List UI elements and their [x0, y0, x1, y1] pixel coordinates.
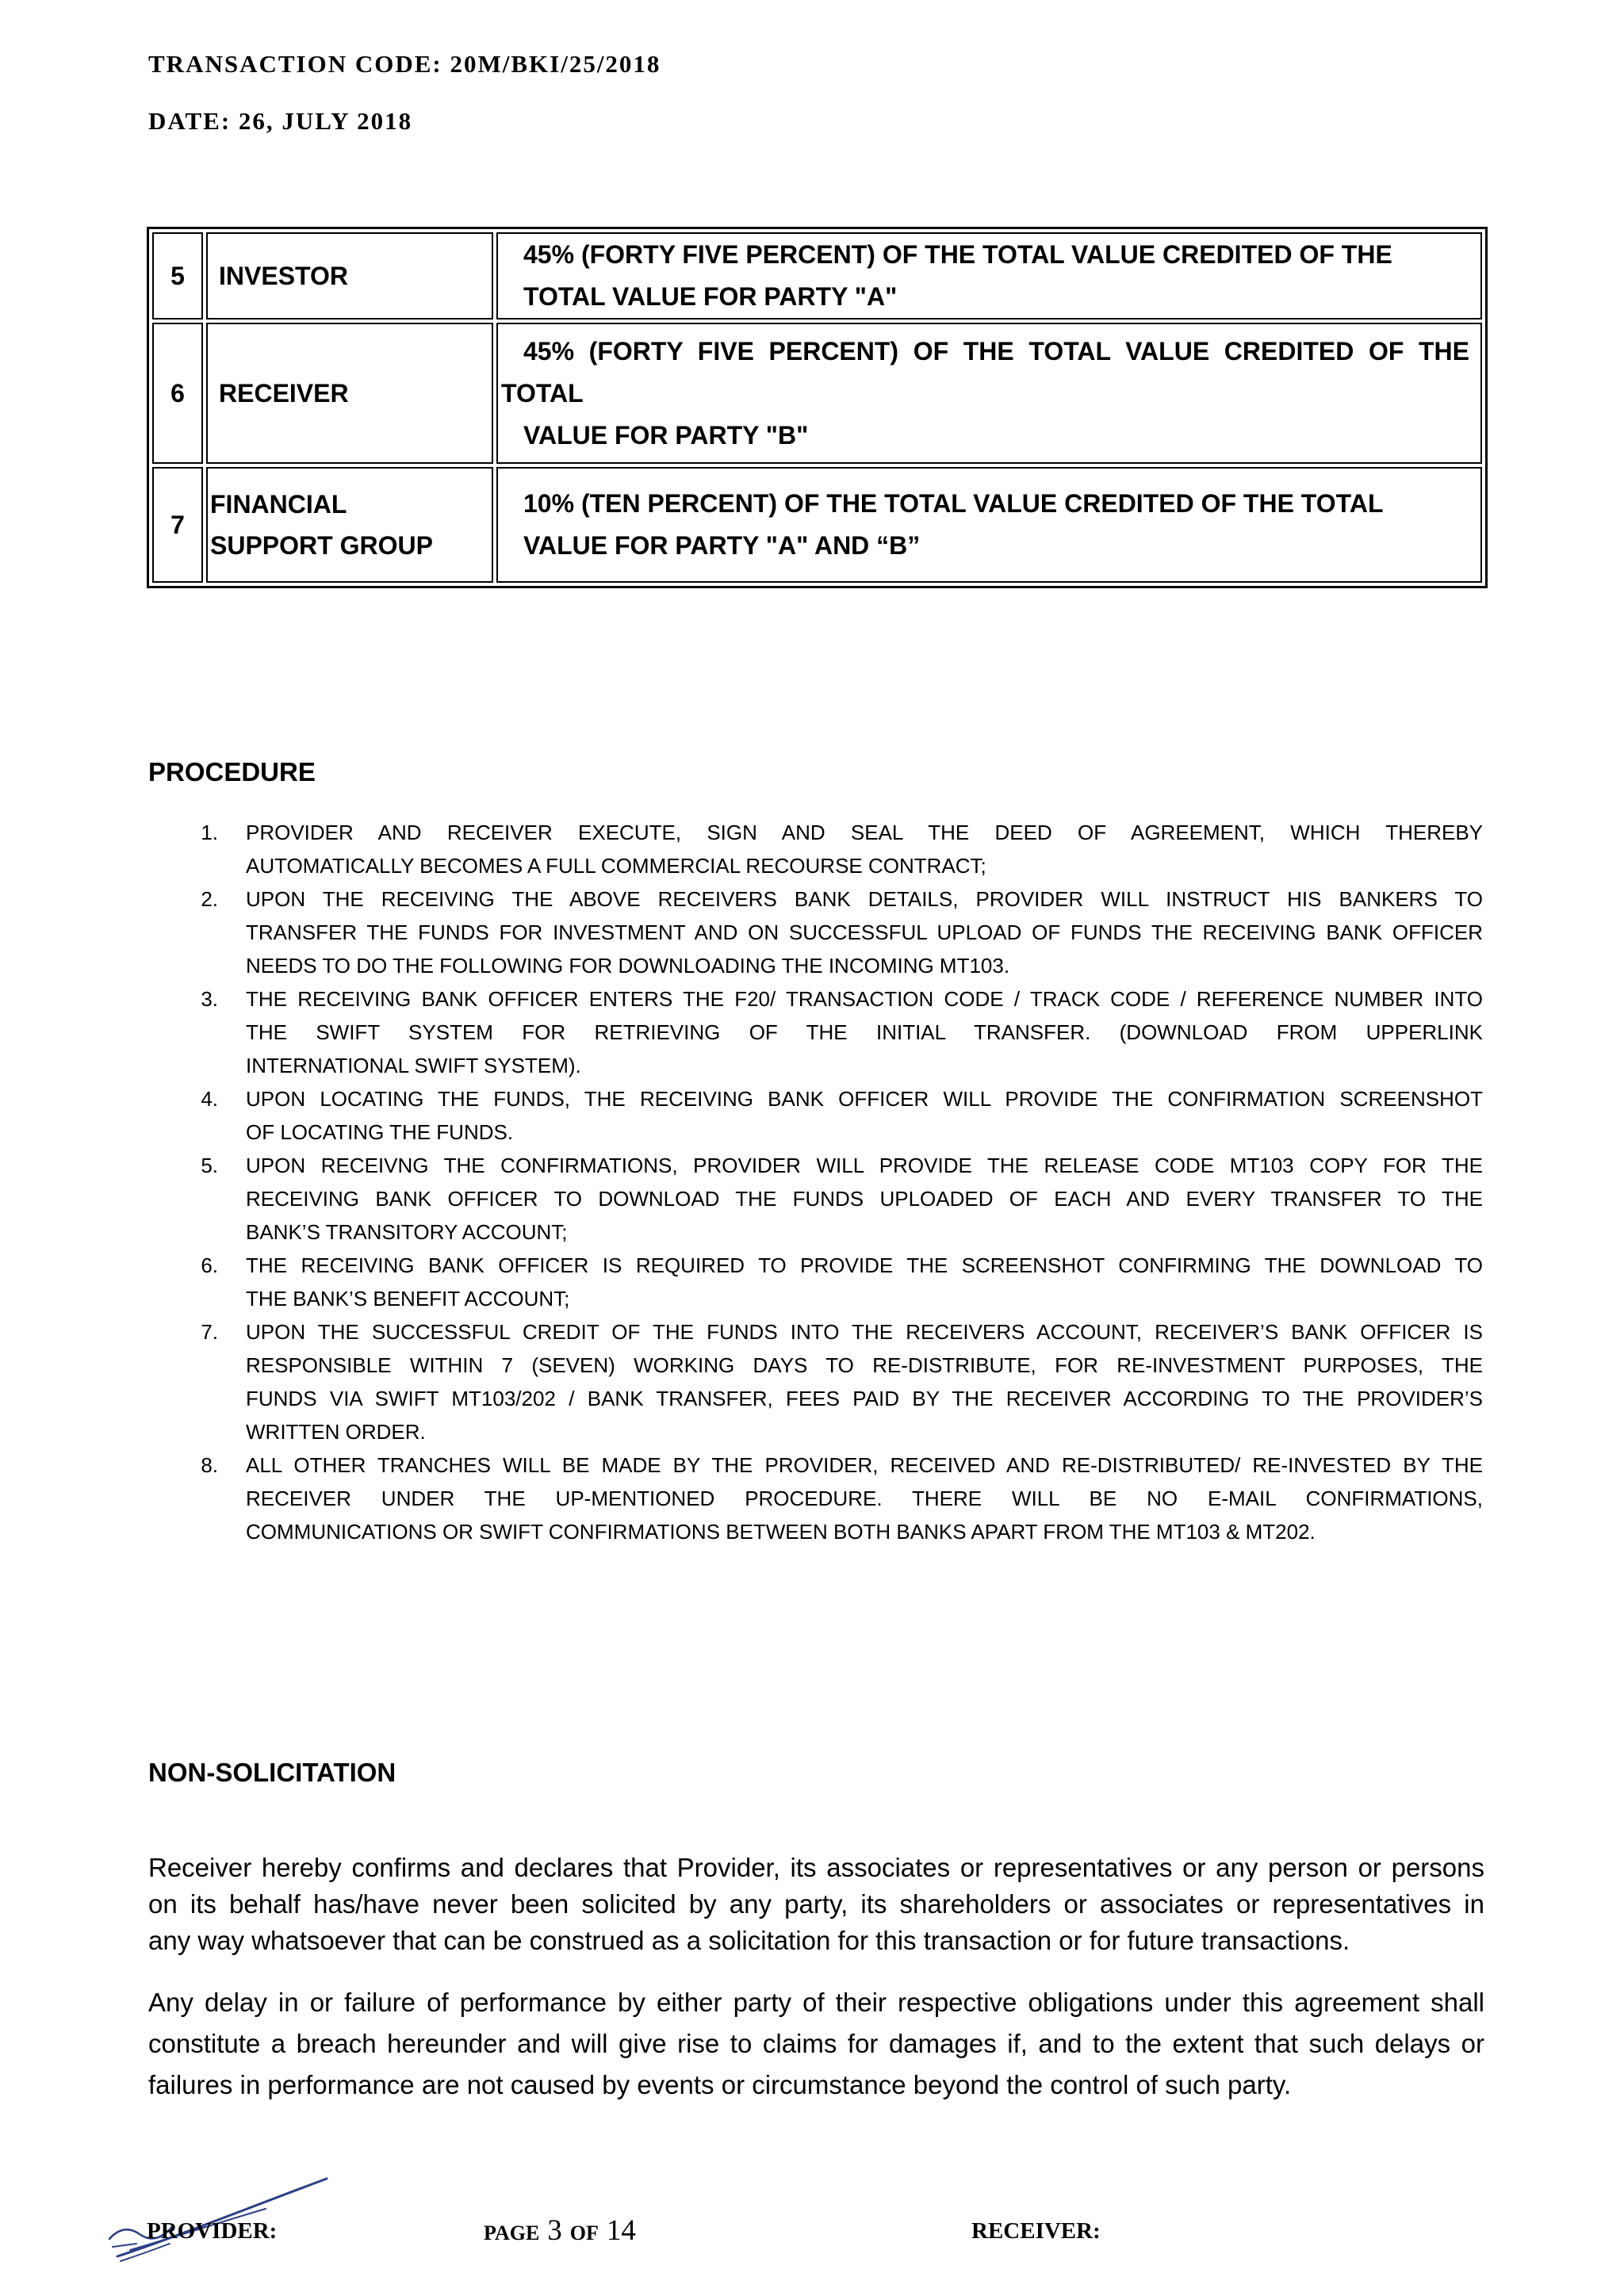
party-cell	[206, 232, 493, 320]
step-number: 8.	[201, 1453, 218, 1477]
step-text	[246, 816, 1483, 882]
table-row	[152, 467, 1482, 583]
paragraph-line: on its behalf has/have never been solicited by any party, its shareholders or associates or representatives in	[148, 1889, 1484, 1919]
paragraph-line: constitute a breach hereunder and will give rise to claims for damages if, and to the extent that such delays or	[148, 2029, 1484, 2058]
share-cell	[496, 467, 1482, 583]
step-text-line: ALL OTHER TRANCHES WILL BE MADE BY THE PROVIDER, RECEIVED AND RE-DISTRIBUTED/ RE-INVESTED BY THE	[246, 1453, 1483, 1477]
step-text	[246, 982, 1483, 1082]
share-description-line: TOTAL VALUE FOR PARTY "A"	[523, 282, 898, 311]
page-current: 3	[547, 2214, 562, 2247]
non-solicitation-paragraph	[148, 1850, 1484, 1959]
row-number-cell: 7	[152, 467, 203, 583]
receiver-signature-label: RECEIVER:	[971, 2218, 1101, 2244]
step-text-line: THE RECEIVING BANK OFFICER ENTERS THE F20/ TRANSACTION CODE / TRACK CODE / REFERENCE NUMBER INTO	[246, 987, 1483, 1011]
step-text-line: THE RECEIVING BANK OFFICER IS REQUIRED TO PROVIDE THE SCREENSHOT CONFIRMING THE DOWNLOAD TO	[246, 1253, 1483, 1277]
step-text-line: AUTOMATICALLY BECOMES A FULL COMMERCIAL RECOURSE CONTRACT;	[246, 854, 986, 878]
step-text-line: OF LOCATING THE FUNDS.	[246, 1120, 514, 1144]
share-cell	[496, 323, 1482, 464]
non-solicitation-paragraph	[148, 1982, 1484, 2106]
page-label: PAGE	[484, 2221, 540, 2244]
step-text-line: COMMUNICATIONS OR SWIFT CONFIRMATIONS BETWEEN BOTH BANKS APART FROM THE MT103 & MT202.	[246, 1520, 1316, 1544]
step-text-line: RECEIVER UNDER THE UP-MENTIONED PROCEDURE. THERE WILL BE NO E-MAIL CONFIRMATIONS,	[246, 1487, 1483, 1510]
step-text-line: RECEIVING BANK OFFICER TO DOWNLOAD THE FUNDS UPLOADED OF EACH AND EVERY TRANSFER TO THE	[246, 1187, 1483, 1211]
party-name-line: FINANCIAL	[210, 490, 347, 519]
row-number-cell: 5	[152, 232, 203, 320]
procedure-step	[148, 1315, 1483, 1448]
procedure-step	[148, 982, 1483, 1082]
step-text	[246, 882, 1483, 982]
procedure-step	[148, 1082, 1483, 1149]
paragraph-line: any way whatsoever that can be construed as a solicitation for this transaction or for future transactions.	[148, 1926, 1350, 1955]
step-text-line: FUNDS VIA SWIFT MT103/202 / BANK TRANSFER, FEES PAID BY THE RECEIVER ACCORDING TO THE PROVIDER’S	[246, 1387, 1483, 1410]
step-text-line: TRANSFER THE FUNDS FOR INVESTMENT AND ON SUCCESSFUL UPLOAD OF FUNDS THE RECEIVING BANK OFFICER	[246, 920, 1483, 944]
procedure-step	[148, 1249, 1483, 1315]
step-number: 3.	[201, 987, 218, 1011]
step-text	[246, 1315, 1483, 1448]
step-text-line: UPON THE SUCCESSFUL CREDIT OF THE FUNDS INTO THE RECEIVERS ACCOUNT, RECEIVER’S BANK OFFICER IS	[246, 1320, 1483, 1344]
step-text-line: RESPONSIBLE WITHIN 7 (SEVEN) WORKING DAYS TO RE-DISTRIBUTE, FOR RE-INVESTMENT PURPOSES, THE	[246, 1353, 1483, 1377]
step-text-line: NEEDS TO DO THE FOLLOWING FOR DOWNLOADING THE INCOMING MT103.	[246, 954, 1010, 978]
party-name-line: RECEIVER	[219, 378, 349, 408]
procedure-heading: PROCEDURE	[148, 757, 316, 786]
allocation-table	[147, 227, 1488, 588]
paragraph-line: Receiver hereby confirms and declares that Provider, its associates or representatives or any person or persons	[148, 1853, 1484, 1882]
provider-signature-label: PROVIDER:	[147, 2218, 278, 2244]
share-description-line: VALUE FOR PARTY "A" AND “B”	[523, 531, 921, 560]
step-text	[246, 1448, 1483, 1548]
row-number-cell: 6	[152, 323, 203, 464]
step-text-line: PROVIDER AND RECEIVER EXECUTE, SIGN AND SEAL THE DEED OF AGREEMENT, WHICH THEREBY	[246, 821, 1483, 844]
step-text-line: INTERNATIONAL SWIFT SYSTEM).	[246, 1054, 581, 1077]
procedure-step	[148, 816, 1483, 882]
non-solicitation-heading: NON-SOLICITATION	[148, 1758, 396, 1787]
party-name-line: SUPPORT GROUP	[210, 531, 433, 560]
share-cell	[496, 232, 1482, 320]
share-description-line: 10% (TEN PERCENT) OF THE TOTAL VALUE CREDITED OF THE TOTAL	[523, 489, 1384, 518]
transaction-code: TRANSACTION CODE: 20M/BKI/25/2018	[148, 50, 661, 78]
table-row	[152, 323, 1482, 464]
procedure-step	[148, 1149, 1483, 1249]
procedure-step	[148, 882, 1483, 982]
page-total: 14	[606, 2214, 636, 2247]
share-description-line: 45% (FORTY FIVE PERCENT) OF THE TOTAL VALUE CREDITED OF THE	[523, 240, 1392, 269]
step-text-line: THE BANK’S BENEFIT ACCOUNT;	[246, 1287, 570, 1311]
step-text-line: WRITTEN ORDER.	[246, 1420, 426, 1444]
document-date: DATE: 26, JULY 2018	[148, 107, 413, 135]
share-description-line: TOTAL	[501, 378, 584, 408]
step-number: 2.	[201, 887, 218, 911]
party-cell	[206, 323, 493, 464]
step-text	[246, 1149, 1483, 1249]
paragraph-line: failures in performance are not caused by events or circumstance beyond the control of such party.	[148, 2070, 1292, 2099]
step-number: 7.	[201, 1320, 218, 1344]
table-row	[152, 232, 1482, 320]
step-number: 5.	[201, 1154, 218, 1177]
procedure-list	[148, 816, 1483, 1548]
step-number: 1.	[201, 821, 218, 844]
allocation-table-body	[152, 232, 1482, 583]
step-text	[246, 1249, 1483, 1315]
page-of-label: OF	[569, 2221, 599, 2244]
step-text-line: UPON RECEIVNG THE CONFIRMATIONS, PROVIDER WILL PROVIDE THE RELEASE CODE MT103 COPY FOR THE	[246, 1154, 1483, 1177]
paragraph-line: Any delay in or failure of performance by either party of their respective obligations under this agreement shall	[148, 1988, 1484, 2017]
step-text-line: UPON LOCATING THE FUNDS, THE RECEIVING BANK OFFICER WILL PROVIDE THE CONFIRMATION SCREENSHOT	[246, 1087, 1483, 1111]
step-text-line: THE SWIFT SYSTEM FOR RETRIEVING OF THE INITIAL TRANSFER. (DOWNLOAD FROM UPPERLINK	[246, 1020, 1483, 1044]
step-text-line: BANK’S TRANSITORY ACCOUNT;	[246, 1220, 568, 1244]
step-text-line: UPON THE RECEIVING THE ABOVE RECEIVERS BANK DETAILS, PROVIDER WILL INSTRUCT HIS BANKERS TO	[246, 887, 1483, 911]
step-number: 4.	[201, 1087, 218, 1111]
step-number: 6.	[201, 1253, 218, 1277]
share-description-line: VALUE FOR PARTY "B"	[523, 420, 809, 450]
party-cell	[206, 467, 493, 583]
procedure-step	[148, 1448, 1483, 1548]
share-description-line: 45% (FORTY FIVE PERCENT) OF THE TOTAL VALUE CREDITED OF THE	[523, 336, 1469, 365]
step-text	[246, 1082, 1483, 1149]
party-name-line: INVESTOR	[219, 261, 348, 290]
page-indicator	[484, 2215, 636, 2249]
